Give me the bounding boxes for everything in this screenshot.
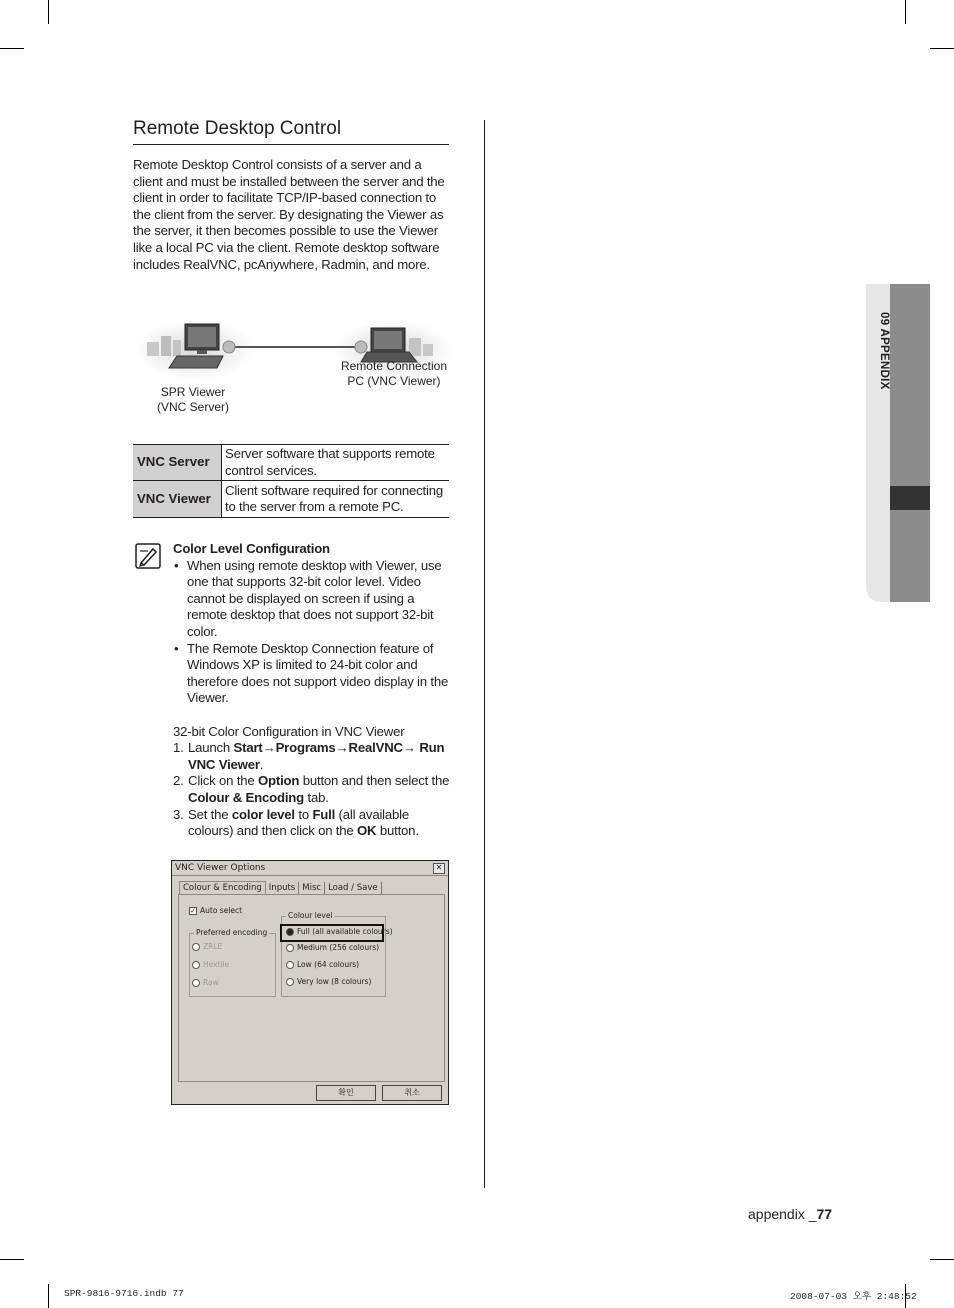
crop-mark [48,0,49,24]
dialog-title: VNC Viewer Options [175,863,266,873]
tab-panel [178,894,445,1082]
column-divider [484,120,485,1188]
colour-level-group: Colour level Full (all available colours) Medium (256 colours) Low (64 colours) Very low (8 colours) [281,916,386,997]
step-3: 3. Set the color level to Full (all available colours) and then click on the OK button. [173,806,419,839]
crop-mark [930,1259,954,1260]
connection-diagram [133,310,453,420]
step-1: 1. Launch Start→Programs→RealVNC→ Run VNC Viewer. [173,740,445,772]
desc-cell: Client software required for connecting to the server from a remote PC. [222,481,450,518]
note-block [173,541,453,840]
dialog-titlebar [172,861,448,876]
note-icon [135,543,161,569]
intro-paragraph: Remote Desktop Control consists of a server and a client and must be installed between the server and the client in order to facilitate TCP/IP-based connection to the client from the server. By designating the Viewer as the server, it then becomes possible to use the Viewer like a local PC via the client. Remote desktop software includes RealVNC, pcAnywhere, Radmin, and more. [133,157,445,272]
page-number: appendix _77 [748,1206,833,1222]
vnc-options-dialog [171,860,449,1105]
arrow-icon: → [335,740,349,756]
list-item: • When using remote desktop with Viewer, use one that supports 32-bit color level. Video cannot be displayed on screen if using a remote desktop that does not support 32-bit color. [174,557,442,639]
tab-misc[interactable]: Misc [299,882,325,895]
crop-mark [48,1284,49,1308]
cancel-button[interactable]: 취소 [382,1085,442,1101]
encoding-option[interactable]: Raw [192,978,219,987]
colour-level-option[interactable]: Medium (256 colours) [286,943,379,952]
print-date: 2008-07-03 오후 2:48:52 [790,1291,917,1302]
term-cell: VNC Viewer [133,481,222,518]
colour-level-option[interactable]: Full (all available colours) [286,927,393,936]
arrow-icon: → [402,740,416,756]
list-item: • The Remote Desktop Connection feature of Windows XP is limited to 24-bit color and therefore does not support video display in the Viewer. [174,640,449,706]
colour-level-option[interactable]: Low (64 colours) [286,960,359,969]
crop-mark [905,0,906,24]
definitions-table [133,444,449,518]
note-subheading: 32-bit Color Configuration in VNC Viewer [173,723,405,739]
close-icon[interactable]: ✕ [433,863,445,874]
note-heading: Color Level Configuration [173,541,330,556]
desc-cell: Server software that supports remote control services. [222,445,450,481]
file-info: SPR-9816-9716.indb 77 [64,1288,184,1299]
term-cell: VNC Server [133,445,222,481]
tab-inputs[interactable]: Inputs [266,882,299,895]
table-row [133,481,449,518]
tab-colour-encoding[interactable]: Colour & Encoding [179,881,266,895]
crop-mark [0,48,24,49]
right-device-label: Remote Connection PC (VNC Viewer) [340,359,448,388]
crop-mark [0,1259,24,1260]
ok-button[interactable]: 확인 [316,1085,376,1101]
side-tab-bar [890,284,930,602]
tab-load-save[interactable]: Load / Save [325,882,382,895]
left-device-label: SPR Viewer (VNC Server) [156,385,229,414]
auto-select-checkbox[interactable]: ✓ Auto select [190,906,243,915]
section-title: Remote Desktop Control [133,118,449,145]
side-tab-marker [890,486,930,510]
step-2: 2. Click on the Option button and then select the Colour & Encoding tab. [173,773,450,805]
arrow-icon: → [262,740,276,756]
preferred-encoding-group: Preferred encoding ZRLE Hextile Raw [189,933,276,997]
colour-level-option[interactable]: Very low (8 colours) [286,977,371,986]
table-row [133,445,449,481]
crop-mark [930,48,954,49]
check-icon: ✓ [190,907,196,915]
encoding-option[interactable]: Hextile [192,960,229,969]
chapter-label: 09 APPENDIX [878,312,890,390]
encoding-option[interactable]: ZRLE [192,942,222,951]
dialog-tabs [179,881,382,895]
